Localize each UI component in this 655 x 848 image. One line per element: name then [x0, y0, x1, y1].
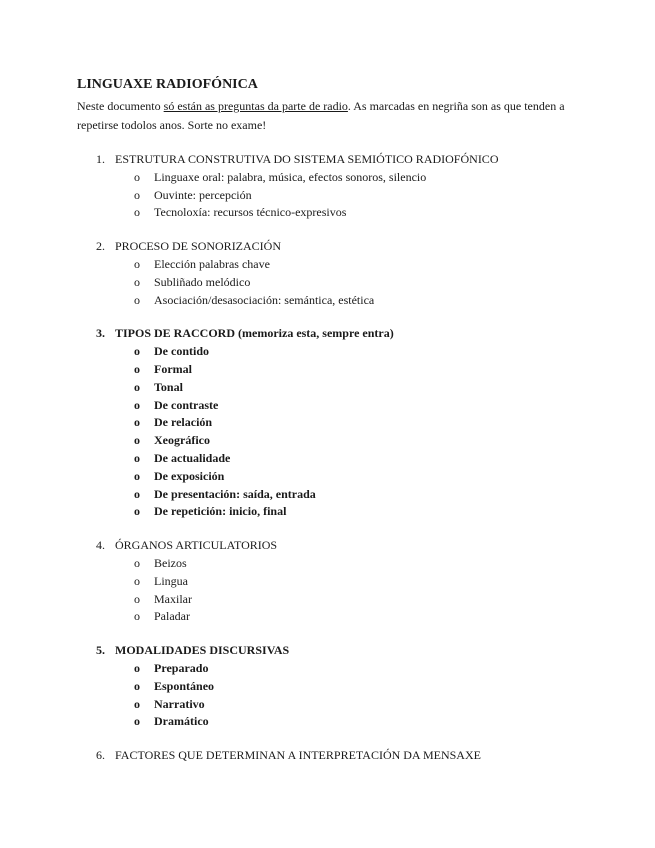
document-page: [77, 76, 597, 765]
list-item: [77, 503, 597, 521]
list-item-text: Ouvinte: percepción: [154, 187, 252, 202]
circle-bullet-icon: o: [134, 415, 140, 430]
intro-underlined-text: só están as preguntas da parte de radio: [163, 99, 348, 113]
question-list: [77, 151, 597, 765]
list-item: [77, 274, 597, 292]
circle-bullet-icon: o: [134, 555, 140, 570]
document-title: LINGUAXE RADIOFÓNICA: [77, 77, 258, 92]
section-heading: [77, 747, 597, 765]
section-number: 3.: [96, 326, 105, 341]
intro-paragraph: [77, 97, 597, 134]
list-item-text: De actualidade: [154, 450, 231, 465]
list-item: [77, 204, 597, 222]
section-heading: [77, 642, 597, 660]
list-item: [77, 678, 597, 696]
section-heading-text: FACTORES QUE DETERMINAN A INTERPRETACIÓN DA MENSAXE: [115, 748, 481, 763]
circle-bullet-icon: o: [134, 696, 140, 711]
list-item: [77, 256, 597, 274]
circle-bullet-icon: o: [134, 292, 140, 307]
circle-bullet-icon: o: [134, 573, 140, 588]
question-section: [77, 151, 597, 222]
list-item-text: De exposición: [154, 468, 225, 483]
list-item: [77, 555, 597, 573]
circle-bullet-icon: o: [134, 486, 140, 501]
section-heading-text: MODALIDADES DISCURSIVAS: [115, 643, 290, 658]
list-item-text: De repetición: inicio, final: [154, 504, 287, 519]
circle-bullet-icon: o: [134, 397, 140, 412]
section-heading-text: PROCESO DE SONORIZACIÓN: [115, 239, 282, 254]
section-number: 2.: [96, 239, 105, 254]
list-item: [77, 169, 597, 187]
list-item: [77, 414, 597, 432]
circle-bullet-icon: o: [134, 433, 140, 448]
list-item-text: De contraste: [154, 397, 219, 412]
section-number: 1.: [96, 152, 105, 166]
list-item-text: Formal: [154, 361, 192, 376]
list-item-text: Dramático: [154, 714, 209, 729]
list-item-text: Asociación/desasociación: semántica, estética: [154, 292, 375, 307]
circle-bullet-icon: o: [134, 660, 140, 675]
list-item-text: Lingua: [154, 573, 188, 588]
circle-bullet-icon: o: [134, 591, 140, 606]
question-section: [77, 325, 597, 521]
section-heading: [77, 325, 597, 343]
intro-text-before: Neste documento: [77, 99, 164, 113]
list-item-text: De contido: [154, 344, 209, 359]
circle-bullet-icon: o: [134, 344, 140, 359]
section-heading: [77, 238, 597, 256]
question-section: [77, 642, 597, 731]
list-item-text: De presentación: saída, entrada: [154, 486, 316, 501]
list-item: [77, 696, 597, 714]
circle-bullet-icon: o: [134, 256, 140, 271]
list-item: [77, 660, 597, 678]
circle-bullet-icon: o: [134, 169, 140, 184]
circle-bullet-icon: o: [134, 468, 140, 483]
section-heading-text: ESTRUTURA CONSTRUTIVA DO SISTEMA SEMIÓTICO RADIOFÓNICO: [115, 152, 499, 166]
list-item: [77, 608, 597, 626]
list-item: [77, 397, 597, 415]
list-item: [77, 591, 597, 609]
section-items: [77, 256, 597, 309]
intro-text-after: . As marcadas en negriña son as que tenden a repetirse todolos anos. Sorte no exame!: [77, 99, 565, 132]
list-item: [77, 468, 597, 486]
list-item-text: Beizos: [154, 555, 187, 570]
list-item: [77, 450, 597, 468]
circle-bullet-icon: o: [134, 274, 140, 289]
section-items: [77, 343, 597, 521]
circle-bullet-icon: o: [134, 504, 140, 519]
circle-bullet-icon: o: [134, 187, 140, 202]
section-number: 4.: [96, 538, 105, 553]
section-heading-text: TIPOS DE RACCORD (memoriza esta, sempre entra): [115, 326, 394, 341]
circle-bullet-icon: o: [134, 678, 140, 693]
section-heading: [77, 537, 597, 555]
question-section: [77, 238, 597, 309]
circle-bullet-icon: o: [134, 205, 140, 220]
section-heading-text: ÓRGANOS ARTICULATORIOS: [115, 538, 278, 553]
list-item-text: Elección palabras chave: [154, 256, 270, 271]
list-item: [77, 343, 597, 361]
list-item: [77, 713, 597, 731]
list-item-text: Subliñado melódico: [154, 274, 251, 289]
list-item-text: Tecnoloxía: recursos técnico-expresivos: [154, 205, 347, 220]
section-items: [77, 660, 597, 731]
list-item: [77, 573, 597, 591]
list-item-text: Linguaxe oral: palabra, música, efectos sonoros, silencio: [154, 169, 427, 184]
section-number: 5.: [96, 643, 105, 658]
circle-bullet-icon: o: [134, 450, 140, 465]
list-item-text: Maxilar: [154, 591, 192, 606]
list-item: [77, 486, 597, 504]
circle-bullet-icon: o: [134, 714, 140, 729]
circle-bullet-icon: o: [134, 379, 140, 394]
list-item-text: De relación: [154, 415, 213, 430]
list-item-text: Narrativo: [154, 696, 205, 711]
list-item: [77, 379, 597, 397]
list-item-text: Xeográfico: [154, 433, 210, 448]
circle-bullet-icon: o: [134, 609, 140, 624]
list-item: [77, 432, 597, 450]
circle-bullet-icon: o: [134, 361, 140, 376]
list-item-text: Paladar: [154, 609, 190, 624]
question-section: [77, 747, 597, 765]
list-item: [77, 292, 597, 310]
list-item-text: Tonal: [154, 379, 183, 394]
section-items: [77, 169, 597, 222]
section-number: 6.: [96, 748, 105, 763]
list-item: [77, 187, 597, 205]
section-items: [77, 555, 597, 626]
question-section: [77, 537, 597, 626]
list-item-text: Preparado: [154, 660, 209, 675]
list-item-text: Espontáneo: [154, 678, 215, 693]
list-item: [77, 361, 597, 379]
section-heading: [77, 151, 597, 169]
